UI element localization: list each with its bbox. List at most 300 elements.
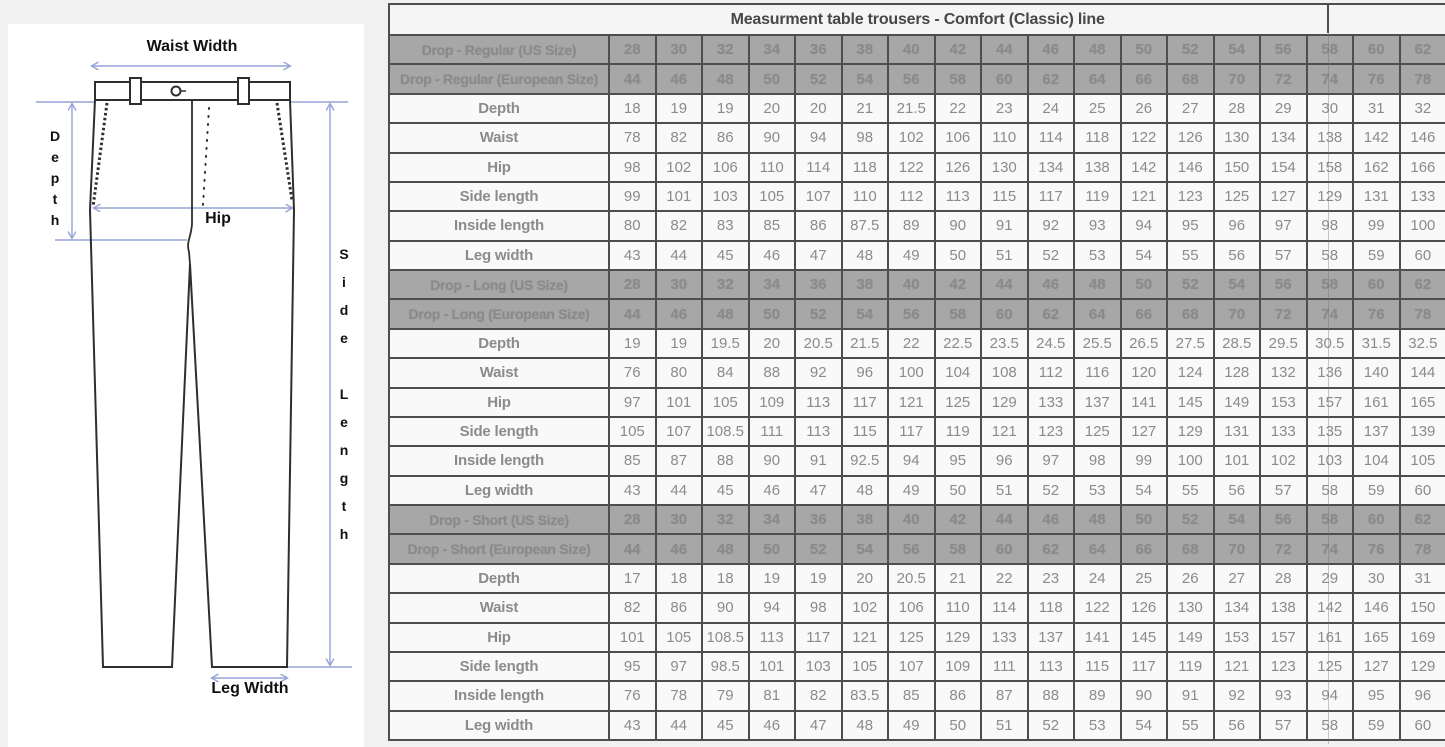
measure-value: 94	[1121, 211, 1168, 240]
measure-value: 93	[1074, 211, 1121, 240]
measure-value: 57	[1260, 476, 1307, 505]
measure-value: 92	[795, 358, 842, 387]
measure-value: 121	[1214, 652, 1261, 681]
measure-value: 54	[1121, 476, 1168, 505]
size-cell: 52	[1167, 35, 1214, 64]
measure-value: 127	[1353, 652, 1400, 681]
size-cell: 50	[1121, 270, 1168, 299]
size-cell: 62	[1400, 35, 1445, 64]
measure-value: 90	[935, 211, 982, 240]
measure-value: 59	[1353, 476, 1400, 505]
measure-value: 49	[888, 711, 935, 740]
measure-value: 23	[1028, 564, 1075, 593]
measure-value: 18	[609, 94, 656, 123]
measure-value: 51	[981, 711, 1028, 740]
size-cell: 60	[981, 299, 1028, 328]
measure-value: 60	[1400, 476, 1445, 505]
size-cell: 72	[1260, 534, 1307, 563]
measure-value: 50	[935, 476, 982, 505]
measure-value: 115	[1074, 652, 1121, 681]
measure-value: 133	[981, 623, 1028, 652]
measure-value: 111	[981, 652, 1028, 681]
measure-value: 27	[1167, 94, 1214, 123]
size-cell: 50	[749, 534, 796, 563]
size-cell: 74	[1307, 64, 1354, 93]
size-cell: 66	[1121, 64, 1168, 93]
measure-value: 20	[842, 564, 889, 593]
trouser-outline	[90, 78, 294, 667]
measure-value: 105	[749, 182, 796, 211]
measure-value: 87	[656, 446, 703, 475]
measure-value: 129	[981, 388, 1028, 417]
measure-value: 110	[935, 593, 982, 622]
size-header-label: Drop - Long (European Size)	[389, 299, 609, 328]
measure-value: 17	[609, 564, 656, 593]
measure-value: 97	[609, 388, 656, 417]
measure-value: 94	[795, 123, 842, 152]
size-cell: 78	[1400, 534, 1445, 563]
size-cell: 44	[981, 35, 1028, 64]
size-header-label: Drop - Regular (US Size)	[389, 35, 609, 64]
measure-value: 129	[1307, 182, 1354, 211]
size-cell: 46	[1028, 270, 1075, 299]
measure-value: 95	[1167, 211, 1214, 240]
size-cell: 38	[842, 35, 889, 64]
measure-label: Depth	[389, 329, 609, 358]
size-cell: 68	[1167, 299, 1214, 328]
measure-label: Leg width	[389, 241, 609, 270]
hip-label: Hip	[205, 210, 231, 227]
measure-value: 50	[935, 241, 982, 270]
measure-value: 44	[656, 476, 703, 505]
size-cell: 78	[1400, 64, 1445, 93]
measure-value: 47	[795, 476, 842, 505]
measure-value: 98.5	[702, 652, 749, 681]
measure-value: 97	[656, 652, 703, 681]
measure-value: 26	[1121, 94, 1168, 123]
measure-value: 54	[1121, 711, 1168, 740]
measure-value: 25	[1121, 564, 1168, 593]
measure-value: 32	[1400, 94, 1445, 123]
size-cell: 56	[1260, 35, 1307, 64]
measure-value: 78	[609, 123, 656, 152]
measure-value: 100	[1167, 446, 1214, 475]
measure-value: 105	[656, 623, 703, 652]
measure-label: Waist	[389, 593, 609, 622]
measure-value: 52	[1028, 241, 1075, 270]
size-cell: 30	[656, 505, 703, 534]
measure-value: 95	[935, 446, 982, 475]
measure-value: 134	[1260, 123, 1307, 152]
size-cell: 60	[981, 64, 1028, 93]
size-cell: 70	[1214, 534, 1261, 563]
size-cell: 32	[702, 270, 749, 299]
measure-value: 90	[702, 593, 749, 622]
size-cell: 50	[1121, 505, 1168, 534]
measure-value: 90	[749, 123, 796, 152]
measure-value: 53	[1074, 476, 1121, 505]
measure-value: 150	[1400, 593, 1445, 622]
size-cell: 62	[1028, 299, 1075, 328]
measure-value: 131	[1214, 417, 1261, 446]
measure-value: 126	[1167, 123, 1214, 152]
measure-value: 18	[656, 564, 703, 593]
measure-value: 108	[981, 358, 1028, 387]
measure-value: 95	[1353, 681, 1400, 710]
measure-value: 48	[842, 241, 889, 270]
measure-value: 142	[1353, 123, 1400, 152]
leg-width-label: Leg Width	[211, 680, 289, 697]
measure-value: 131	[1353, 182, 1400, 211]
measure-value: 146	[1400, 123, 1445, 152]
measure-row	[389, 211, 1445, 240]
measure-value: 83.5	[842, 681, 889, 710]
measure-value: 114	[981, 593, 1028, 622]
measure-value: 86	[935, 681, 982, 710]
measure-value: 108.5	[702, 623, 749, 652]
measure-value: 47	[795, 711, 842, 740]
size-header-row	[389, 35, 1445, 64]
measure-value: 87.5	[842, 211, 889, 240]
measure-value: 22	[981, 564, 1028, 593]
measure-value: 106	[935, 123, 982, 152]
measure-value: 102	[842, 593, 889, 622]
measure-value: 144	[1400, 358, 1445, 387]
measure-value: 20	[749, 329, 796, 358]
measure-value: 110	[981, 123, 1028, 152]
measure-value: 133	[1400, 182, 1445, 211]
measure-value: 118	[842, 153, 889, 182]
measure-value: 28	[1214, 94, 1261, 123]
measure-value: 150	[1214, 153, 1261, 182]
measure-value: 129	[935, 623, 982, 652]
measure-value: 90	[749, 446, 796, 475]
measure-value: 108.5	[702, 417, 749, 446]
size-header-label: Drop - Long (US Size)	[389, 270, 609, 299]
measure-value: 157	[1307, 388, 1354, 417]
measure-row	[389, 446, 1445, 475]
measure-value: 111	[749, 417, 796, 446]
measure-value: 119	[1167, 652, 1214, 681]
size-cell: 56	[888, 299, 935, 328]
measure-value: 88	[749, 358, 796, 387]
measure-value: 101	[656, 388, 703, 417]
measure-value: 21	[842, 94, 889, 123]
measure-value: 57	[1260, 711, 1307, 740]
measure-value: 24.5	[1028, 329, 1075, 358]
measure-value: 125	[888, 623, 935, 652]
measure-value: 124	[1167, 358, 1214, 387]
size-cell: 44	[609, 299, 656, 328]
measure-value: 19	[795, 564, 842, 593]
measure-value: 113	[1028, 652, 1075, 681]
measure-row	[389, 681, 1445, 710]
measure-value: 122	[1074, 593, 1121, 622]
measure-value: 91	[795, 446, 842, 475]
size-cell: 36	[795, 35, 842, 64]
measure-value: 20	[749, 94, 796, 123]
measure-row	[389, 476, 1445, 505]
size-cell: 48	[702, 64, 749, 93]
measure-value: 100	[888, 358, 935, 387]
measure-label: Leg width	[389, 711, 609, 740]
size-cell: 58	[1307, 505, 1354, 534]
measure-value: 19	[656, 329, 703, 358]
size-cell: 44	[981, 505, 1028, 534]
size-cell: 32	[702, 35, 749, 64]
measure-value: 91	[981, 211, 1028, 240]
measure-value: 45	[702, 476, 749, 505]
size-cell: 32	[702, 505, 749, 534]
measure-value: 85	[888, 681, 935, 710]
size-cell: 72	[1260, 299, 1307, 328]
size-cell: 60	[1353, 505, 1400, 534]
measure-value: 103	[795, 652, 842, 681]
size-cell: 78	[1400, 299, 1445, 328]
size-cell: 56	[888, 64, 935, 93]
measure-value: 103	[702, 182, 749, 211]
size-cell: 34	[749, 35, 796, 64]
size-cell: 34	[749, 505, 796, 534]
measure-value: 114	[795, 153, 842, 182]
measure-value: 101	[656, 182, 703, 211]
size-cell: 58	[935, 64, 982, 93]
measure-value: 24	[1074, 564, 1121, 593]
measure-value: 92.5	[842, 446, 889, 475]
measure-value: 129	[1167, 417, 1214, 446]
measure-value: 85	[749, 211, 796, 240]
measure-value: 113	[795, 417, 842, 446]
size-cell: 52	[1167, 270, 1214, 299]
measure-value: 138	[1260, 593, 1307, 622]
measure-value: 31	[1400, 564, 1445, 593]
measure-value: 127	[1121, 417, 1168, 446]
measure-value: 165	[1400, 388, 1445, 417]
measure-value: 20.5	[795, 329, 842, 358]
measure-value: 105	[1400, 446, 1445, 475]
measure-value: 79	[702, 681, 749, 710]
size-cell: 68	[1167, 534, 1214, 563]
measure-value: 46	[749, 476, 796, 505]
measure-value: 97	[1028, 446, 1075, 475]
size-cell: 58	[1307, 35, 1354, 64]
depth-label: Depth	[47, 128, 63, 233]
belt-loop-left	[130, 78, 141, 104]
measure-value: 117	[1028, 182, 1075, 211]
measure-value: 22	[888, 329, 935, 358]
measure-value: 116	[1074, 358, 1121, 387]
size-cell: 46	[1028, 505, 1075, 534]
measure-value: 122	[888, 153, 935, 182]
measure-value: 29.5	[1260, 329, 1307, 358]
measure-label: Side length	[389, 417, 609, 446]
measure-value: 98	[1074, 446, 1121, 475]
measure-value: 138	[1074, 153, 1121, 182]
measure-value: 82	[656, 211, 703, 240]
size-cell: 64	[1074, 534, 1121, 563]
measure-value: 126	[935, 153, 982, 182]
measure-value: 30.5	[1307, 329, 1354, 358]
measure-row	[389, 329, 1445, 358]
measure-value: 58	[1307, 711, 1354, 740]
measure-value: 29	[1260, 94, 1307, 123]
measure-value: 29	[1307, 564, 1354, 593]
measure-value: 103	[1307, 446, 1354, 475]
measure-value: 118	[1028, 593, 1075, 622]
measure-value: 49	[888, 241, 935, 270]
measure-value: 54	[1121, 241, 1168, 270]
measure-label: Waist	[389, 358, 609, 387]
measure-value: 117	[795, 623, 842, 652]
side-length-label: Side Length	[336, 246, 352, 554]
measure-value: 20.5	[888, 564, 935, 593]
size-cell: 56	[1260, 270, 1307, 299]
measure-value: 98	[842, 123, 889, 152]
size-header-row	[389, 270, 1445, 299]
size-cell: 28	[609, 35, 656, 64]
measure-value: 105	[842, 652, 889, 681]
measure-value: 19	[749, 564, 796, 593]
size-cell: 62	[1400, 270, 1445, 299]
size-cell: 44	[609, 64, 656, 93]
measure-value: 80	[609, 211, 656, 240]
measure-value: 99	[1353, 211, 1400, 240]
measure-value: 106	[888, 593, 935, 622]
measure-value: 122	[1121, 123, 1168, 152]
measure-value: 18	[702, 564, 749, 593]
size-cell: 62	[1028, 534, 1075, 563]
measure-value: 83	[702, 211, 749, 240]
measure-value: 92	[1028, 211, 1075, 240]
measure-value: 44	[656, 241, 703, 270]
measure-label: Inside length	[389, 681, 609, 710]
measure-value: 162	[1353, 153, 1400, 182]
measure-value: 98	[795, 593, 842, 622]
measure-label: Depth	[389, 94, 609, 123]
measure-value: 53	[1074, 241, 1121, 270]
size-cell: 54	[1214, 35, 1261, 64]
size-cell: 40	[888, 505, 935, 534]
measure-value: 123	[1167, 182, 1214, 211]
measure-value: 128	[1214, 358, 1261, 387]
measure-value: 169	[1400, 623, 1445, 652]
measure-value: 32.5	[1400, 329, 1445, 358]
measure-value: 133	[1028, 388, 1075, 417]
measure-value: 21.5	[888, 94, 935, 123]
size-cell: 50	[749, 299, 796, 328]
measure-value: 135	[1307, 417, 1354, 446]
size-cell: 40	[888, 270, 935, 299]
size-cell: 72	[1260, 64, 1307, 93]
measure-value: 107	[888, 652, 935, 681]
size-cell: 60	[981, 534, 1028, 563]
size-cell: 34	[749, 270, 796, 299]
measure-value: 110	[749, 153, 796, 182]
measure-value: 166	[1400, 153, 1445, 182]
size-cell: 28	[609, 270, 656, 299]
measure-value: 101	[749, 652, 796, 681]
measure-value: 96	[842, 358, 889, 387]
measure-value: 28.5	[1214, 329, 1261, 358]
measure-value: 55	[1167, 476, 1214, 505]
measure-value: 30	[1353, 564, 1400, 593]
measure-row	[389, 711, 1445, 740]
size-cell: 66	[1121, 299, 1168, 328]
size-cell: 66	[1121, 534, 1168, 563]
measure-value: 28	[1260, 564, 1307, 593]
size-cell: 54	[842, 299, 889, 328]
measure-value: 22	[935, 94, 982, 123]
size-cell: 30	[656, 35, 703, 64]
measure-value: 117	[842, 388, 889, 417]
measure-value: 136	[1307, 358, 1354, 387]
measure-value: 59	[1353, 711, 1400, 740]
measure-row	[389, 417, 1445, 446]
size-cell: 44	[609, 534, 656, 563]
size-header-label: Drop - Short (US Size)	[389, 505, 609, 534]
measure-value: 134	[1028, 153, 1075, 182]
measure-value: 158	[1307, 153, 1354, 182]
size-cell: 38	[842, 270, 889, 299]
size-cell: 50	[749, 64, 796, 93]
measure-value: 43	[609, 241, 656, 270]
measure-value: 50	[935, 711, 982, 740]
size-cell: 52	[1167, 505, 1214, 534]
measure-value: 153	[1214, 623, 1261, 652]
size-cell: 36	[795, 270, 842, 299]
size-cell: 76	[1353, 299, 1400, 328]
measure-value: 102	[888, 123, 935, 152]
size-cell: 48	[1074, 270, 1121, 299]
measure-value: 119	[1074, 182, 1121, 211]
size-cell: 46	[656, 299, 703, 328]
measure-value: 86	[795, 211, 842, 240]
measure-value: 26.5	[1121, 329, 1168, 358]
measure-value: 99	[609, 182, 656, 211]
measure-value: 99	[1121, 446, 1168, 475]
measurement-guides	[36, 66, 352, 678]
measure-value: 113	[935, 182, 982, 211]
measure-value: 82	[609, 593, 656, 622]
measure-value: 140	[1353, 358, 1400, 387]
measure-value: 137	[1353, 417, 1400, 446]
measure-value: 123	[1028, 417, 1075, 446]
measure-value: 104	[1353, 446, 1400, 475]
measure-value: 129	[1400, 652, 1445, 681]
measure-value: 80	[656, 358, 703, 387]
measure-value: 98	[1307, 211, 1354, 240]
size-header-label: Drop - Regular (European Size)	[389, 64, 609, 93]
size-cell: 30	[656, 270, 703, 299]
measure-value: 109	[935, 652, 982, 681]
size-header-row	[389, 534, 1445, 563]
measure-label: Depth	[389, 564, 609, 593]
measure-row	[389, 388, 1445, 417]
measure-value: 46	[749, 711, 796, 740]
measure-value: 85	[609, 446, 656, 475]
measure-value: 95	[609, 652, 656, 681]
measure-value: 47	[795, 241, 842, 270]
measure-value: 104	[935, 358, 982, 387]
size-cell: 44	[981, 270, 1028, 299]
size-cell: 48	[702, 299, 749, 328]
table-title-row	[389, 4, 1445, 35]
measure-value: 96	[1400, 681, 1445, 710]
size-cell: 42	[935, 270, 982, 299]
measure-value: 21.5	[842, 329, 889, 358]
size-cell: 64	[1074, 64, 1121, 93]
size-cell: 48	[702, 534, 749, 563]
